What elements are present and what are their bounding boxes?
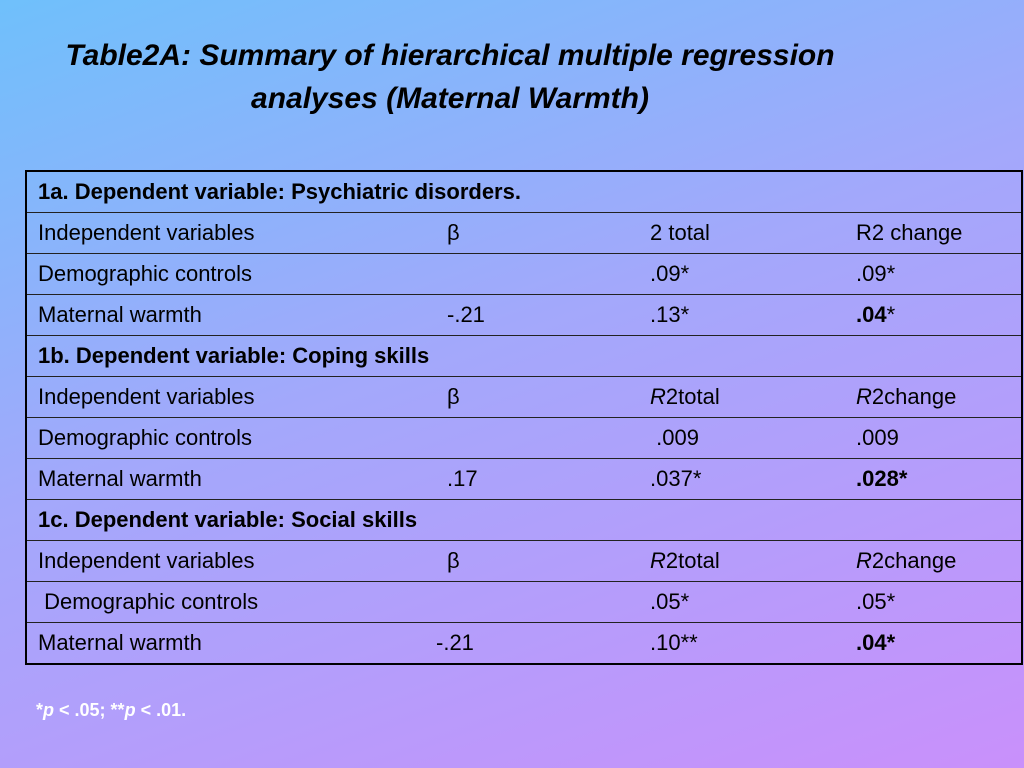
header-beta: β bbox=[436, 377, 639, 418]
regression-table bbox=[25, 170, 1023, 665]
title-line-1: Table2A: Summary of hierarchical multiple regression bbox=[65, 39, 835, 72]
r-symbol: R bbox=[650, 548, 666, 573]
table-row bbox=[26, 254, 1022, 295]
cell-beta: .17 bbox=[436, 459, 639, 500]
header-independent-variables: Independent variables bbox=[26, 213, 436, 254]
cell-variable: Demographic controls bbox=[26, 582, 436, 623]
header-text: 2total bbox=[665, 384, 720, 409]
cell-beta: -.21 bbox=[436, 623, 639, 665]
r2-change-value: .04 bbox=[856, 302, 887, 327]
footnote-text: < .01. bbox=[135, 700, 187, 720]
cell-r2-total: .13* bbox=[639, 295, 845, 336]
column-header-row bbox=[26, 213, 1022, 254]
footnote-text: < .05; ** bbox=[54, 700, 125, 720]
column-header-row bbox=[26, 541, 1022, 582]
cell-variable: Maternal warmth bbox=[26, 295, 436, 336]
cell-r2-change: .009 bbox=[845, 418, 1022, 459]
cell-r2-total: .10** bbox=[639, 623, 845, 665]
significance-mark: * bbox=[886, 302, 896, 327]
table-row bbox=[26, 623, 1022, 665]
cell-r2-total: .037* bbox=[639, 459, 845, 500]
cell-r2-total: .05* bbox=[639, 582, 845, 623]
table-row bbox=[26, 418, 1022, 459]
footnote-p: p bbox=[43, 700, 55, 720]
cell-r2-total: .009 bbox=[639, 418, 845, 459]
cell-variable: Maternal warmth bbox=[26, 459, 436, 500]
header-r2-total bbox=[639, 541, 845, 582]
cell-beta bbox=[436, 418, 639, 459]
header-text: 2total bbox=[665, 548, 720, 573]
footnote-p: p bbox=[124, 700, 136, 720]
section-heading-row bbox=[26, 171, 1022, 213]
r-symbol: R bbox=[856, 548, 872, 573]
cell-variable: Demographic controls bbox=[26, 418, 436, 459]
cell-r2-change bbox=[845, 295, 1022, 336]
cell-r2-change: .09* bbox=[845, 254, 1022, 295]
section-heading-row bbox=[26, 336, 1022, 377]
footnote-star: * bbox=[36, 700, 44, 720]
cell-r2-change: .04* bbox=[845, 623, 1022, 665]
cell-variable: Maternal warmth bbox=[26, 623, 436, 665]
section-heading-row bbox=[26, 500, 1022, 541]
header-text: 2change bbox=[871, 548, 957, 573]
header-r2-total: 2 total bbox=[639, 213, 845, 254]
header-independent-variables: Independent variables bbox=[26, 541, 436, 582]
slide-title bbox=[10, 34, 890, 120]
table-row bbox=[26, 295, 1022, 336]
cell-variable: Demographic controls bbox=[26, 254, 436, 295]
table-row bbox=[26, 459, 1022, 500]
header-beta: β bbox=[436, 541, 639, 582]
header-r2-change bbox=[845, 541, 1022, 582]
header-beta: β bbox=[436, 213, 639, 254]
title-line-2: analyses (Maternal Warmth) bbox=[251, 82, 649, 115]
cell-r2-total: .09* bbox=[639, 254, 845, 295]
r-symbol: R bbox=[650, 384, 666, 409]
significance-footnote bbox=[36, 700, 186, 721]
section-heading: 1b. Dependent variable: Coping skills bbox=[26, 336, 1022, 377]
header-text: 2change bbox=[871, 384, 957, 409]
cell-beta bbox=[436, 582, 639, 623]
column-header-row bbox=[26, 377, 1022, 418]
r-symbol: R bbox=[856, 384, 872, 409]
header-r2-change: R2 change bbox=[845, 213, 1022, 254]
cell-beta bbox=[436, 254, 639, 295]
table-row bbox=[26, 582, 1022, 623]
header-r2-total bbox=[639, 377, 845, 418]
section-heading: 1c. Dependent variable: Social skills bbox=[26, 500, 1022, 541]
header-independent-variables: Independent variables bbox=[26, 377, 436, 418]
header-r2-change bbox=[845, 377, 1022, 418]
section-heading: 1a. Dependent variable: Psychiatric disorders. bbox=[26, 171, 1022, 213]
cell-r2-change: .028* bbox=[845, 459, 1022, 500]
cell-beta: -.21 bbox=[436, 295, 639, 336]
cell-r2-change: .05* bbox=[845, 582, 1022, 623]
